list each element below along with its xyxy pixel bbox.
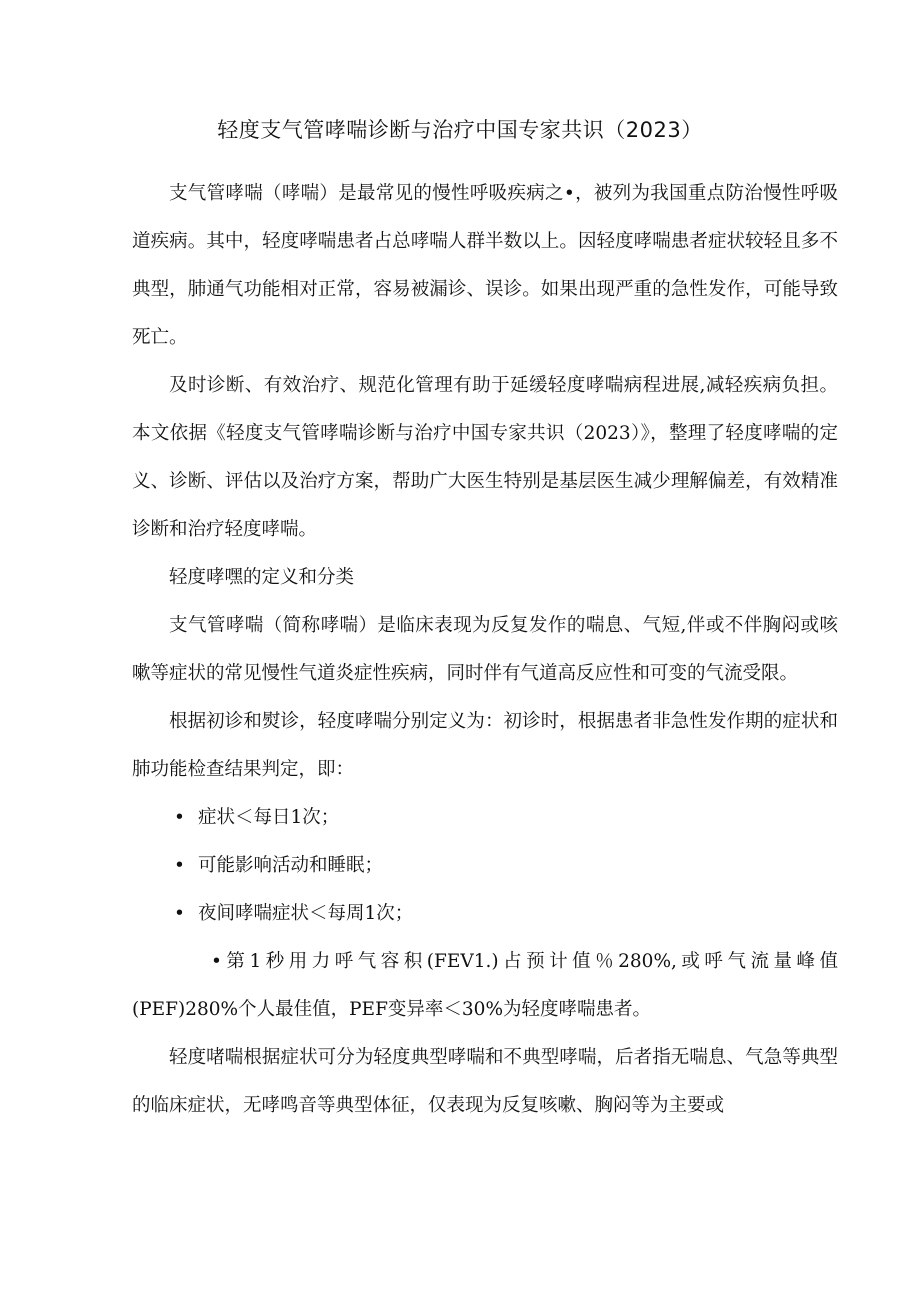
intro-paragraph-2: 及时诊断、有效治疗、规范化管理有助于延缓轻度哮喘病程进展,减轻疾病负担。本文依据《轻度支气管哮喘诊断与治疗中国专家共识（2023）》，整理了轻度哮喘的定义、诊断、评估以及治疗方案，帮助广大医生特别是基层医生减少理解偏差，有效精准诊断和治疗轻度哮喘。	[132, 375, 838, 540]
bullet-icon: •	[211, 951, 222, 972]
list-item-text: 可能影响活动和睡眠；	[198, 855, 384, 876]
fev1-criteria-item	[132, 938, 838, 1034]
bullet-icon: •	[174, 903, 185, 924]
list-item	[132, 794, 838, 842]
bullet-icon: •	[174, 855, 185, 876]
list-item-text: 症状＜每日1次；	[198, 807, 340, 828]
bullet-icon: •	[174, 807, 185, 828]
section-heading: 轻度哮嘿的定义和分类	[169, 567, 355, 588]
classification-paragraph: 根据初诊和熨诊，轻度哮喘分别定义为：初诊时，根据患者非急性发作期的症状和肺功能检查结果判定，即：	[132, 711, 838, 780]
document-body	[132, 170, 838, 1130]
typical-atypical-paragraph: 轻度啫喘根据症状可分为轻度典型哮喘和不典型哮喘，后者指无喘息、气急等典型的临床症状，无哮鸣音等典型体征，仅表现为反复咳嗽、胸闷等为主要或	[132, 1047, 838, 1116]
intro-paragraph-1: 支气管哮喘（哮喘）是最常见的慢性呼吸疾病之•，被列为我国重点防治慢性呼吸道疾病。其中，轻度哮喘患者占总哮喘人群半数以上。因轻度哮喘患者症状较轻且多不典型，肺通气功能相对正常，容易被漏诊、误诊。如果出现严重的急性发作，可能导致死亡。	[132, 183, 838, 348]
criteria-list	[132, 794, 838, 938]
fev1-criteria-text: 第1秒用力呼气容积(FEV1.)占预计值％280%,或呼气流量峰值(PEF)280%个人最佳值，PEF变异率＜30%为轻度哮喘患者。	[132, 951, 838, 1020]
document-title: 轻度支气管哮喘诊断与治疗中国专家共识（2023）	[217, 118, 703, 142]
list-item	[132, 890, 838, 938]
definition-paragraph: 支气管哮喘（简称哮喘）是临床表现为反复发作的喘息、气短,伴或不伴胸闷或咳嗽等症状的常见慢性气道炎症性疾病，同时伴有气道高反应性和可变的气流受限。	[132, 615, 838, 684]
list-item	[132, 842, 838, 890]
list-item-text: 夜间哮喘症状＜每周1次；	[198, 903, 414, 924]
